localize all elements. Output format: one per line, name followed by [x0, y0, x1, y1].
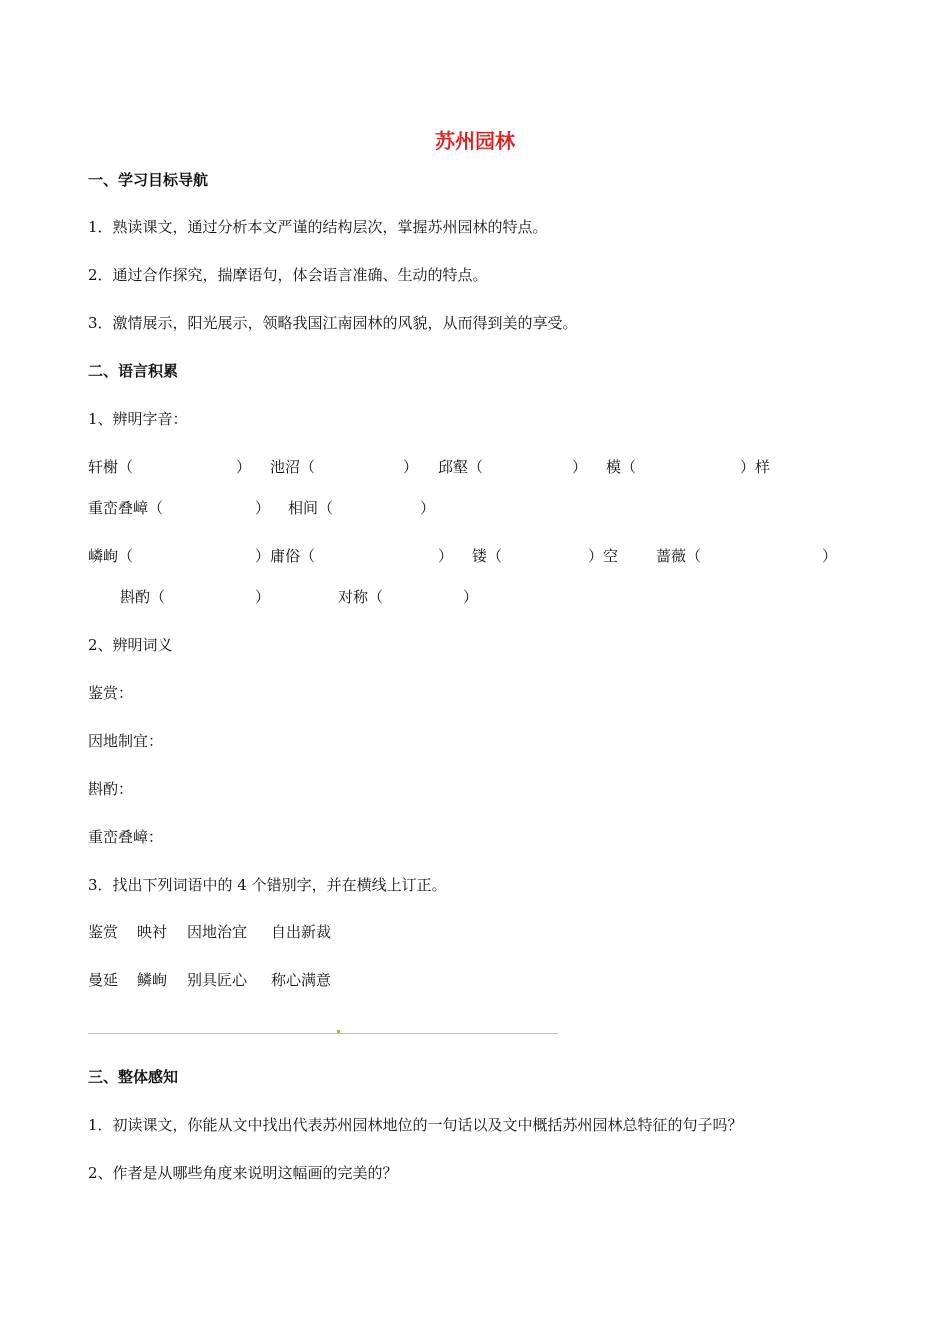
pinyin-blank-end: ）: [572, 458, 588, 476]
pinyin-blank-end: ）: [255, 499, 271, 517]
word-item: 鉴赏: [88, 923, 119, 941]
word-item: 映衬: [137, 923, 168, 941]
pinyin-blank-end: ）: [403, 458, 419, 476]
pinyin-prompt: 嶙峋（: [88, 547, 134, 565]
pinyin-blank-end: ）: [236, 458, 252, 476]
subheading-pronunciation: 1、辨明字音：: [88, 410, 188, 428]
pinyin-prompt: 邱壑（: [438, 458, 484, 476]
goal-item: 2．通过合作探究，揣摩语句，体会语言准确、生动的特点。: [88, 266, 488, 284]
pinyin-blank-end: ）: [420, 499, 436, 517]
pinyin-prompt: 轩榭（: [88, 458, 134, 476]
document-title: 苏州园林: [435, 129, 515, 153]
pinyin-prompt: 蔷薇（: [656, 547, 702, 565]
word-item: 称心满意: [271, 971, 332, 989]
subheading-meaning: 2、辨明词义: [88, 636, 173, 654]
word-item: 曼延: [88, 971, 119, 989]
pinyin-blank-end: ）空: [588, 547, 619, 565]
vocab-item: 斟酌：: [88, 780, 134, 798]
pinyin-prompt: 相间（: [288, 499, 334, 517]
pinyin-blank-end: ）样: [740, 458, 771, 476]
pinyin-blank-end: ）: [255, 588, 271, 606]
pinyin-blank-end: ）: [463, 588, 479, 606]
section-heading-overview: 三、整体感知: [88, 1068, 179, 1086]
subheading-typos: 3．找出下列词语中的 4 个错别字，并在横线上订正。: [88, 876, 447, 894]
vocab-item: 鉴赏：: [88, 684, 134, 702]
pinyin-blank-end: ）: [822, 547, 838, 565]
word-item: 别具匠心: [187, 971, 248, 989]
pinyin-prompt: 镂（: [472, 547, 503, 565]
goal-item: 1．熟读课文，通过分析本文严谨的结构层次，掌握苏州园林的特点。: [88, 218, 548, 236]
word-item: 因地治宜: [187, 923, 248, 941]
pinyin-prompt: 池沼（: [270, 458, 316, 476]
answer-line: [88, 1033, 558, 1034]
word-item: 鳞峋: [137, 971, 168, 989]
section-heading-goals: 一、学习目标导航: [88, 171, 209, 189]
pinyin-prompt: 对称（: [338, 588, 384, 606]
word-item: 自出新裁: [271, 923, 332, 941]
goal-item: 3．激情展示，阳光展示，领略我国江南园林的风貌，从而得到美的享受。: [88, 314, 578, 332]
vocab-item: 重峦叠嶂：: [88, 828, 164, 846]
pinyin-blank-end: ）: [438, 547, 454, 565]
pinyin-prompt: 重峦叠嶂（: [88, 499, 164, 517]
pinyin-prompt: 斟酌（: [120, 588, 166, 606]
marker-dot: [337, 1030, 340, 1033]
question-item: 1．初读课文，你能从文中找出代表苏州园林地位的一句话以及文中概括苏州园林总特征的句子吗？: [88, 1116, 743, 1134]
question-item: 2、作者是从哪些角度来说明这幅画的完美的？: [88, 1164, 398, 1182]
pinyin-prompt: ）庸俗（: [255, 547, 316, 565]
section-heading-language: 二、语言积累: [88, 362, 179, 380]
vocab-item: 因地制宜：: [88, 732, 164, 750]
pinyin-prompt: 模（: [606, 458, 637, 476]
